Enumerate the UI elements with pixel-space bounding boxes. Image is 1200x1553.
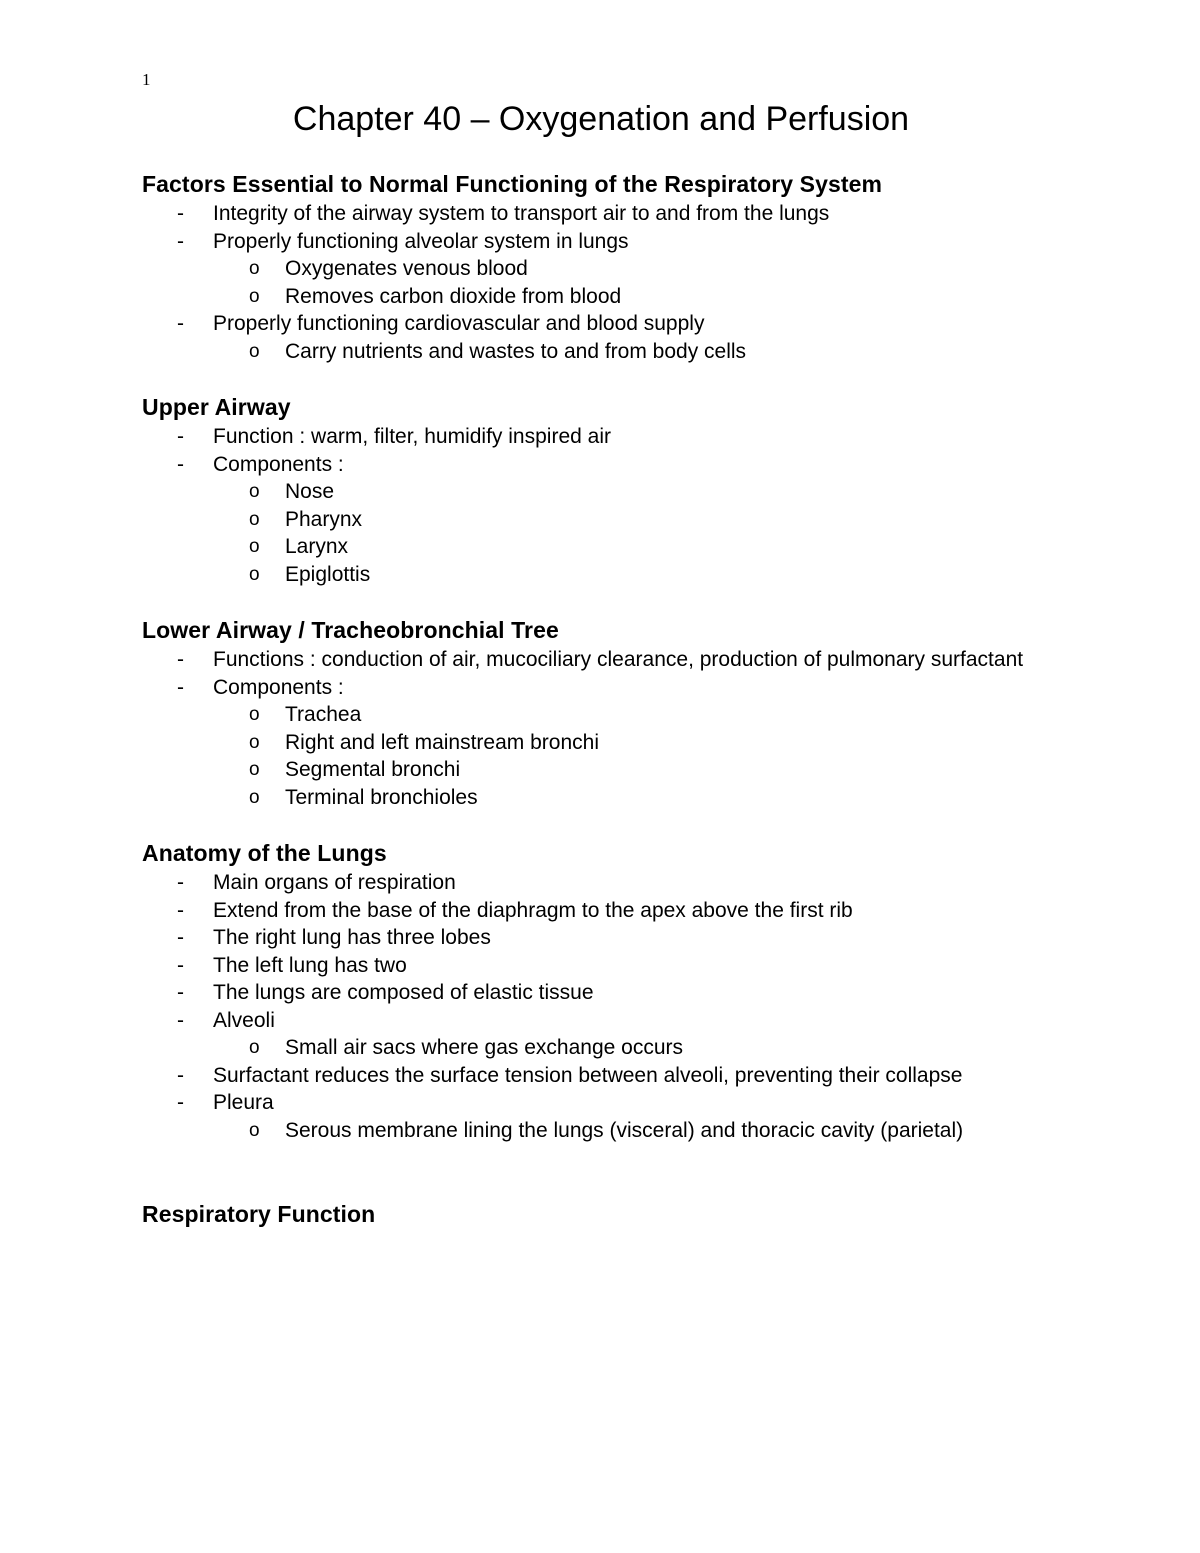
bullet-item-level1 <box>142 423 1060 451</box>
circle-bullet-icon: o <box>249 704 260 725</box>
bullet-text: Trachea <box>285 703 362 726</box>
dash-bullet-icon: - <box>177 675 184 699</box>
section-spacer <box>142 588 1060 615</box>
bullet-text: Carry nutrients and wastes to and from body cells <box>285 339 747 363</box>
circle-bullet-icon: o <box>249 786 260 808</box>
bullet-text: Main organs of respiration <box>213 871 456 894</box>
document-section <box>142 1199 1060 1230</box>
bullet-item-level1 <box>142 674 1060 812</box>
dash-bullet-icon: - <box>177 926 184 949</box>
bullet-list-level2 <box>213 701 1060 811</box>
bullet-list-level1 <box>142 423 1060 588</box>
bullet-text: Small air sacs where gas exchange occurs <box>285 1036 684 1059</box>
bullet-text: Pleura <box>213 1091 274 1114</box>
bullet-item-level1 <box>142 451 1060 589</box>
bullet-text: Segmental bronchi <box>285 758 461 781</box>
section-heading: Respiratory Function <box>142 1201 376 1227</box>
bullet-item-level1 <box>142 952 1060 980</box>
bullet-list-level2 <box>213 478 1060 588</box>
bullet-text: Components : <box>213 452 344 476</box>
dash-bullet-icon: - <box>177 229 184 253</box>
bullet-item-level1 <box>142 310 1060 365</box>
bullet-text: Removes carbon dioxide from blood <box>285 284 622 308</box>
bullet-item-level1 <box>142 924 1060 952</box>
bullet-item-level1 <box>142 1089 1060 1144</box>
bullet-text: Alveoli <box>213 1008 275 1032</box>
bullet-item-level2 <box>213 478 1060 506</box>
circle-bullet-icon: o <box>249 759 260 780</box>
bullet-text: Functions : conduction of air, mucociliary clearance, production of pulmonary surfactant <box>213 648 1024 671</box>
bullet-text: Pharynx <box>285 507 363 531</box>
bullet-list-level2 <box>213 1117 1060 1145</box>
dash-bullet-icon: - <box>177 648 184 671</box>
bullet-item-level2 <box>213 784 1060 812</box>
section-heading: Anatomy of the Lungs <box>142 840 387 866</box>
dash-bullet-icon: - <box>177 1008 184 1032</box>
bullet-item-level2 <box>213 756 1060 784</box>
dash-bullet-icon: - <box>177 981 184 1004</box>
bullet-item-level1 <box>142 646 1060 674</box>
bullet-item-level2 <box>213 283 1060 311</box>
bullet-text: Integrity of the airway system to transport air to and from the lungs <box>213 202 830 225</box>
circle-bullet-icon: o <box>249 285 260 307</box>
bullet-text: The right lung has three lobes <box>213 926 491 949</box>
dash-bullet-icon: - <box>177 953 184 977</box>
dash-bullet-icon: - <box>177 871 184 894</box>
bullet-item-level2 <box>213 701 1060 729</box>
sections-container <box>142 169 1060 1230</box>
title-spacer <box>142 142 1060 169</box>
circle-bullet-icon: o <box>249 508 260 530</box>
bullet-item-level1 <box>142 897 1060 925</box>
bullet-text: Right and left mainstream bronchi <box>285 730 599 754</box>
bullet-item-level2 <box>213 338 1060 366</box>
document-body <box>142 96 1060 1230</box>
circle-bullet-icon: o <box>249 481 260 502</box>
section-heading: Factors Essential to Normal Functioning of the Respiratory System <box>142 171 883 197</box>
bullet-item-level1 <box>142 1007 1060 1062</box>
bullet-list-level2 <box>213 1034 1060 1062</box>
circle-bullet-icon: o <box>249 1037 260 1058</box>
dash-bullet-icon: - <box>177 312 184 335</box>
circle-bullet-icon: o <box>249 340 260 362</box>
bullet-text: The lungs are composed of elastic tissue <box>213 981 594 1004</box>
document-title: Chapter 40 – Oxygenation and Perfusion <box>292 100 910 138</box>
dash-bullet-icon: - <box>177 452 184 476</box>
bullet-item-level2 <box>213 561 1060 589</box>
document-section <box>142 392 1060 588</box>
circle-bullet-icon: o <box>249 536 260 557</box>
bullet-list-level1 <box>142 200 1060 365</box>
bullet-text: Surfactant reduces the surface tension between alveoli, preventing their collapse <box>213 1063 963 1087</box>
bullet-text: Oxygenates venous blood <box>285 257 528 280</box>
bullet-list-level1 <box>142 869 1060 1144</box>
bullet-item-level1 <box>142 228 1060 311</box>
bullet-item-level1 <box>142 869 1060 897</box>
bullet-item-level1 <box>142 1062 1060 1090</box>
section-spacer <box>142 365 1060 392</box>
page-number: 1 <box>142 70 151 89</box>
bullet-text: Epiglottis <box>285 562 371 586</box>
bullet-item-level2 <box>213 729 1060 757</box>
circle-bullet-icon: o <box>249 563 260 585</box>
document-section <box>142 169 1060 365</box>
bullet-item-level2 <box>213 533 1060 561</box>
bullet-item-level2 <box>213 506 1060 534</box>
bullet-text: Properly functioning cardiovascular and blood supply <box>213 312 705 335</box>
bullet-item-level2 <box>213 1034 1060 1062</box>
section-spacer <box>142 1144 1060 1199</box>
bullet-text: The left lung has two <box>213 953 407 977</box>
bullet-text: Nose <box>285 480 335 503</box>
dash-bullet-icon: - <box>177 1063 184 1087</box>
dash-bullet-icon: - <box>177 425 184 448</box>
bullet-text: Larynx <box>285 535 349 558</box>
bullet-text: Terminal bronchioles <box>285 785 478 809</box>
circle-bullet-icon: o <box>249 258 260 279</box>
bullet-item-level1 <box>142 200 1060 228</box>
bullet-item-level2 <box>213 1117 1060 1145</box>
dash-bullet-icon: - <box>177 898 184 922</box>
section-heading: Upper Airway <box>142 394 291 420</box>
bullet-text: Properly functioning alveolar system in lungs <box>213 229 629 253</box>
bullet-list-level2 <box>213 255 1060 310</box>
bullet-item-level2 <box>213 255 1060 283</box>
bullet-text: Function : warm, filter, humidify inspired air <box>213 425 611 448</box>
bullet-list-level1 <box>142 646 1060 811</box>
dash-bullet-icon: - <box>177 1091 184 1114</box>
document-section <box>142 838 1060 1144</box>
bullet-item-level1 <box>142 979 1060 1007</box>
bullet-text: Serous membrane lining the lungs (visceral) and thoracic cavity (parietal) <box>285 1118 964 1142</box>
section-spacer <box>142 811 1060 838</box>
circle-bullet-icon: o <box>249 1119 260 1141</box>
bullet-text: Extend from the base of the diaphragm to the apex above the first rib <box>213 898 853 922</box>
bullet-list-level2 <box>213 338 1060 366</box>
document-section <box>142 615 1060 811</box>
section-heading: Lower Airway / Tracheobronchial Tree <box>142 617 559 643</box>
dash-bullet-icon: - <box>177 202 184 225</box>
circle-bullet-icon: o <box>249 731 260 753</box>
bullet-text: Components : <box>213 675 344 699</box>
